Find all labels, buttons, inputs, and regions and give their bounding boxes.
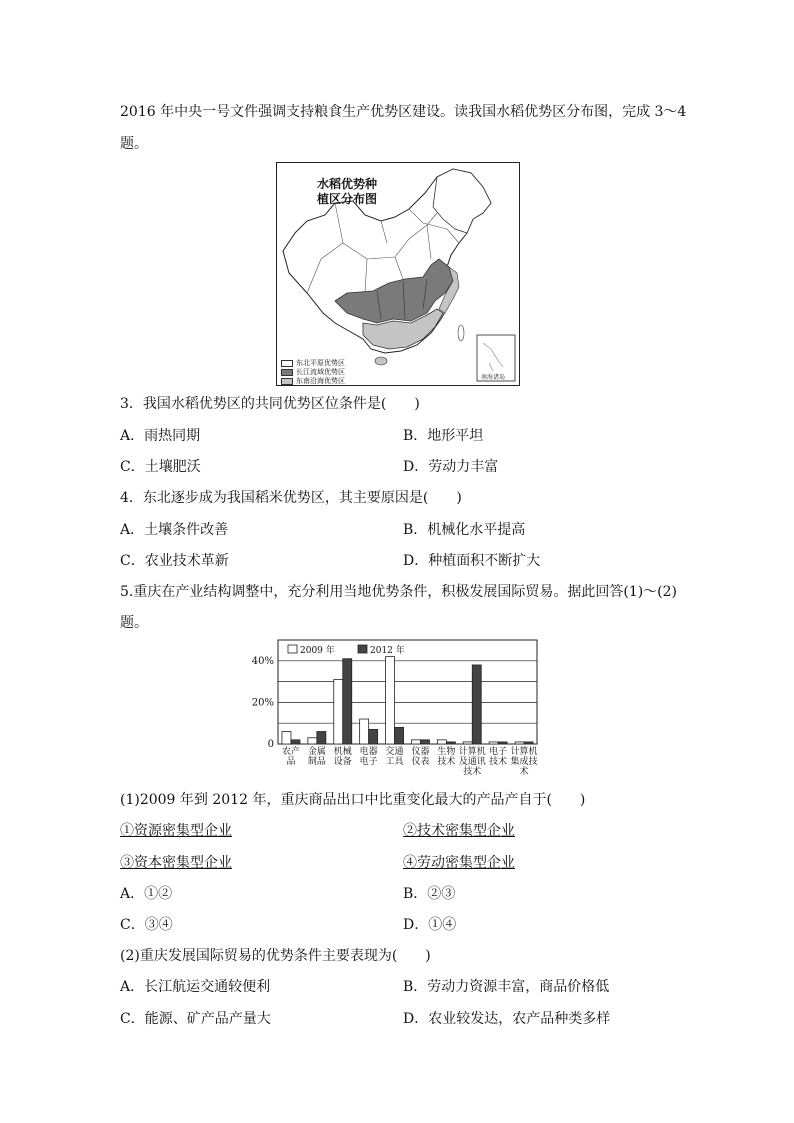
legend-label: 2012 年: [370, 646, 405, 656]
q5-stem-line1: 5.重庆在产业结构调整中，充分利用当地优势条件，积极发展国际贸易。据此回答(1)～(2): [120, 584, 678, 600]
category-label: 制品: [307, 757, 326, 767]
q5-sub1-statement-2: ②技术密集型企业: [403, 823, 515, 839]
category-label: 集成技: [510, 757, 538, 767]
category-label: 仪表: [411, 757, 430, 767]
q5-sub1-statement-3: ③资本密集型企业: [120, 855, 232, 871]
q5-sub1-option-c[interactable]: C．③④: [120, 917, 173, 933]
q5-sub1-stem: (1)2009 年到 2012 年，重庆商品出口中比重变化最大的产品产自于( ): [120, 792, 586, 808]
map-title: [317, 177, 377, 207]
bar: [411, 740, 420, 744]
category-label: 术: [519, 767, 529, 777]
bar-chart-svg: [248, 638, 548, 784]
china-map: [277, 163, 519, 385]
q4-stem: 4．东北逐步成为我国稻米优势区，其主要原因是( ): [120, 490, 462, 506]
legend-item-southeast: 东南沿海优势区: [281, 377, 345, 385]
legend-swatch: [281, 378, 293, 385]
category-label: 计算机: [458, 747, 486, 757]
bar: [489, 742, 498, 744]
bar: [291, 740, 300, 744]
bar: [334, 680, 343, 744]
bar: [446, 742, 455, 744]
category-label: 电子: [489, 747, 508, 757]
bar: [343, 659, 352, 744]
q3-option-b[interactable]: B．地形平坦: [403, 428, 484, 444]
bar: [472, 665, 481, 744]
category-label: 技术: [437, 757, 456, 767]
q5-sub2-option-c[interactable]: C．能源、矿产品产量大: [120, 1011, 271, 1027]
q3-option-c[interactable]: C．土壤肥沃: [120, 459, 201, 475]
category-label: 电子: [359, 757, 378, 767]
category-label: 农产: [281, 747, 300, 757]
export-share-chart: [248, 638, 548, 784]
legend-swatch: [281, 369, 293, 376]
category-label: 技术: [463, 767, 482, 777]
legend-label: 2009 年: [300, 646, 335, 656]
q4-option-c[interactable]: C．农业技术革新: [120, 553, 229, 569]
category-label: 机械: [333, 747, 352, 757]
bar: [369, 729, 378, 744]
category-label: 电器: [359, 747, 378, 757]
legend-swatch: [358, 645, 367, 653]
bar: [360, 719, 369, 744]
category-label: 及通讯: [458, 757, 486, 767]
q5-stem-line2: 题。: [120, 615, 148, 631]
taiwan-island: [458, 325, 464, 341]
bar: [308, 738, 317, 744]
hainan-island: [375, 357, 387, 365]
bar: [463, 742, 472, 744]
category-label: 生物: [437, 747, 456, 757]
legend-item-northeast: 东北平原优势区: [281, 359, 345, 367]
map-title-line2: 植区分布图: [317, 192, 378, 206]
q3-option-d[interactable]: D．劳动力丰富: [403, 459, 499, 475]
q5-sub1-statement-1: ①资源密集型企业: [120, 823, 232, 839]
rice-map-figure: [276, 162, 520, 386]
category-label: 金属: [307, 747, 326, 757]
q5-sub2-option-a[interactable]: A．长江航运交通较便利: [120, 979, 271, 995]
bar: [282, 732, 291, 744]
bar: [317, 732, 326, 744]
map-title-line1: 水稻优势种: [317, 177, 378, 191]
category-label: 技术: [489, 757, 508, 767]
y-tick-label: 20%: [251, 697, 274, 709]
q4-option-b[interactable]: B．机械化水平提高: [403, 522, 526, 538]
legend-swatch: [281, 360, 293, 367]
q5-sub1-option-b[interactable]: B．②③: [403, 886, 456, 902]
q5-sub1-statement-4: ④劳动密集型企业: [403, 855, 515, 871]
q3-stem: 3．我国水稻优势区的共同优势区位条件是( ): [120, 396, 420, 412]
q5-sub1-option-d[interactable]: D．①④: [403, 917, 457, 933]
bar: [498, 742, 507, 744]
legend-item-yangtze: 长江流域优势区: [281, 368, 345, 376]
category-label: 计算机: [510, 747, 538, 757]
q5-sub1-option-a[interactable]: A．①②: [120, 886, 173, 902]
category-label: 仪器: [411, 747, 430, 757]
bar: [386, 657, 395, 744]
legend-swatch: [288, 645, 297, 653]
y-tick-label: 0: [267, 739, 274, 750]
bar: [420, 740, 429, 744]
bar: [524, 742, 533, 744]
q4-option-d[interactable]: D．种植面积不断扩大: [403, 553, 541, 569]
bar: [437, 740, 446, 744]
category-label: 交通: [385, 747, 404, 757]
bar: [515, 742, 524, 744]
q5-sub2-stem: (2)重庆发展国际贸易的优势条件主要表现为( ): [120, 948, 431, 964]
q4-option-a[interactable]: A．土壤条件改善: [120, 522, 229, 538]
bar: [395, 727, 404, 744]
category-label: 品: [286, 757, 296, 767]
intro-line2: 题。: [120, 136, 148, 152]
q5-sub2-option-b[interactable]: B．劳动力资源丰富，商品价格低: [403, 979, 610, 995]
q5-sub2-option-d[interactable]: D．农业较发达，农产品种类多样: [403, 1011, 611, 1027]
intro-line1: 2016 年中央一号文件强调支持粮食生产优势区建设。读我国水稻优势区分布图，完成 3～4: [120, 104, 687, 120]
inset-label: 南海诸岛: [481, 374, 506, 381]
category-label: 工具: [385, 757, 404, 767]
category-label: 设备: [333, 757, 352, 767]
q3-option-a[interactable]: A．雨热同期: [120, 428, 201, 444]
y-tick-label: 40%: [251, 655, 274, 667]
